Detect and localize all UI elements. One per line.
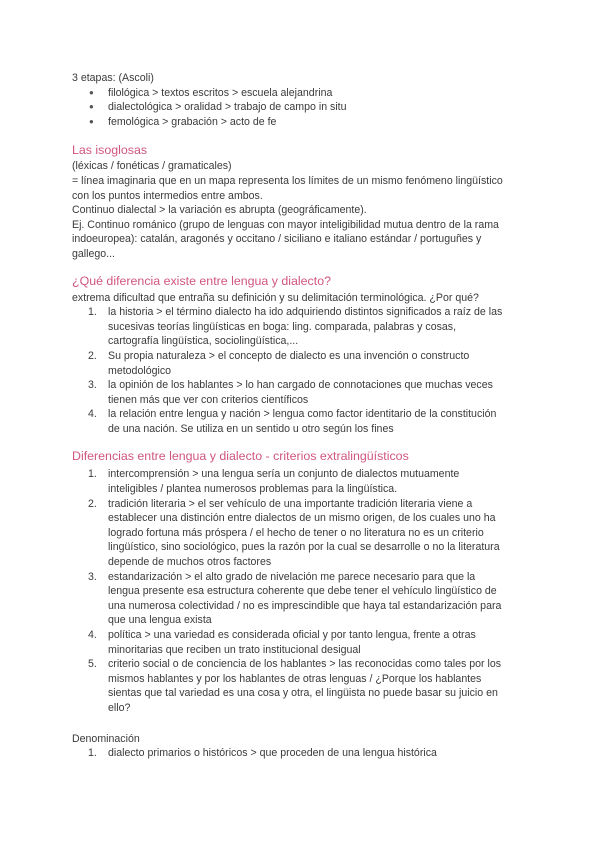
etapas-list	[72, 86, 534, 130]
item-number: 5.	[88, 658, 97, 671]
text-line: establecer una distinción entre dialectos de un mismo origen, de los cuales uno ha	[108, 512, 496, 525]
list-item	[72, 497, 534, 570]
text-line: estandarización > el alto grado de nivelación me parece necesario para que la	[108, 570, 476, 583]
isoglosas-body	[72, 159, 534, 261]
text-line: lingüístico, sino sociológico, pues la razón por la cual se desarrolle o no la literatura	[108, 541, 500, 554]
text-line: ello?	[108, 701, 131, 714]
list-item	[72, 570, 534, 628]
diferencia-intro: extrema dificultad que entraña su definición y su delimitación terminológica. ¿Por qué?	[72, 291, 479, 304]
text-line: Continuo dialectal > la variación es abrupta (geográficamente).	[72, 204, 367, 217]
text-line: criterio social o de conciencia de los hablantes > las reconocidas como tales por los	[108, 658, 502, 671]
criterios-heading: Diferencias entre lengua y dialecto - criterios extralingüísticos	[72, 449, 409, 464]
text-line: gallego...	[72, 247, 115, 260]
item-number: 2.	[88, 349, 97, 362]
list-item	[72, 378, 534, 407]
text-line: la historia > el término dialecto ha ido adquiriendo distintos significados a raíz de las	[108, 306, 503, 319]
list-item: ● femológica > grabación > acto de fe	[72, 115, 534, 130]
list-item	[72, 657, 534, 715]
text-line: = línea imaginaria que en un mapa representa los límites de un mismo fenómeno lingüístico	[72, 174, 503, 187]
item-number: 1.	[88, 306, 97, 319]
list-item	[72, 349, 534, 378]
text-line: la relación entre lengua y nación > lengua como factor identitario de la constitución	[108, 408, 497, 421]
text-line: indoeuropea): catalán, aragonés y occitano / siciliano e italiano estándar / portuguñes y	[72, 233, 482, 246]
list-item	[72, 305, 534, 349]
list-item	[72, 746, 534, 761]
text-line: inteligibles / plantea numerosos problemas para la lingüística.	[108, 483, 398, 496]
denominacion-title: Denominación	[72, 732, 140, 745]
criterios-list	[72, 467, 534, 715]
item-number: 1.	[88, 468, 97, 481]
text-line: sucesivas teorías lingüísticas en boga: ling. comparada, palabras y cosas,	[108, 320, 457, 333]
denominacion-list	[72, 746, 534, 761]
text-line: la opinión de los hablantes > lo han cargado de connotaciones que muchas veces	[108, 379, 493, 392]
text-line: sientas que tal variedad es una cosa y otra, el lingüista no puede basar su juicio en	[108, 687, 498, 700]
item-number: 1.	[88, 747, 97, 760]
diferencia-list	[72, 305, 534, 436]
text-line: logrado fortuna más próspera / el hecho de tener o no literatura no es un criterio	[108, 526, 484, 539]
text-line: con los puntos intermedios entre ambos.	[72, 189, 263, 202]
text-line: política > una variedad es considerada oficial y por tanto lengua, frente a otras	[108, 629, 476, 641]
text-line: intercomprensión > una lengua sería un conjunto de dialectos mutuamente	[108, 468, 460, 481]
list-item	[72, 628, 534, 657]
list-item	[72, 467, 534, 496]
item-number: 4.	[88, 408, 97, 421]
text-line: Ej. Continuo románico (grupo de lenguas con mayor inteligibilidad mutua dentro de la rama	[72, 218, 499, 231]
item-number: 3.	[88, 570, 97, 583]
etapas-title: 3 etapas: (Ascoli)	[72, 72, 154, 84]
list-item: ● dialectológica > oralidad > trabajo de campo in situ	[72, 100, 534, 115]
text-line: (léxicas / fonéticas / gramaticales)	[72, 160, 232, 173]
text-line: metodológico	[108, 364, 172, 377]
text-line: depende de muchos otros factores	[108, 556, 272, 569]
text-line: mismos hablantes y por los hablantes de otras lenguas / ¿Porque los hablantes	[108, 672, 482, 685]
diferencia-heading: ¿Qué diferencia existe entre lengua y dialecto?	[72, 273, 331, 288]
item-number: 3.	[88, 379, 97, 392]
text-line: dialecto primarios o históricos > que proceden de una lengua histórica	[108, 747, 437, 760]
document-content	[72, 71, 534, 761]
text-line: de una nación. Se utiliza en un sentido u otro según los fines	[108, 422, 394, 435]
item-number: 4.	[88, 629, 97, 641]
list-item: ● filológica > textos escritos > escuela alejandrina	[72, 86, 534, 101]
text-line: minoritarias que reciben un trato institucional desigual	[108, 643, 361, 656]
text-line: tienen más que ver con criterios científicos	[108, 393, 309, 406]
list-item	[72, 407, 534, 436]
text-line: una numerosa colectividad / no es imprescindible que haya tal estandarización para	[108, 599, 502, 612]
text-line: lengua presente esa estructura coherente que debe tener el vehículo lingüístico de	[108, 585, 497, 598]
item-number: 2.	[88, 497, 97, 510]
text-line: Su propia naturaleza > el concepto de dialecto es una invención o constructo	[108, 349, 470, 362]
text-line: tradición literaria > el ser vehículo de una importante tradición literaria viene a	[108, 497, 473, 510]
text-line: que una lengua exista	[108, 614, 212, 627]
text-line: cartografía lingüística, sociolingüística,...	[108, 335, 299, 348]
isoglosas-heading: Las isoglosas	[72, 143, 148, 158]
